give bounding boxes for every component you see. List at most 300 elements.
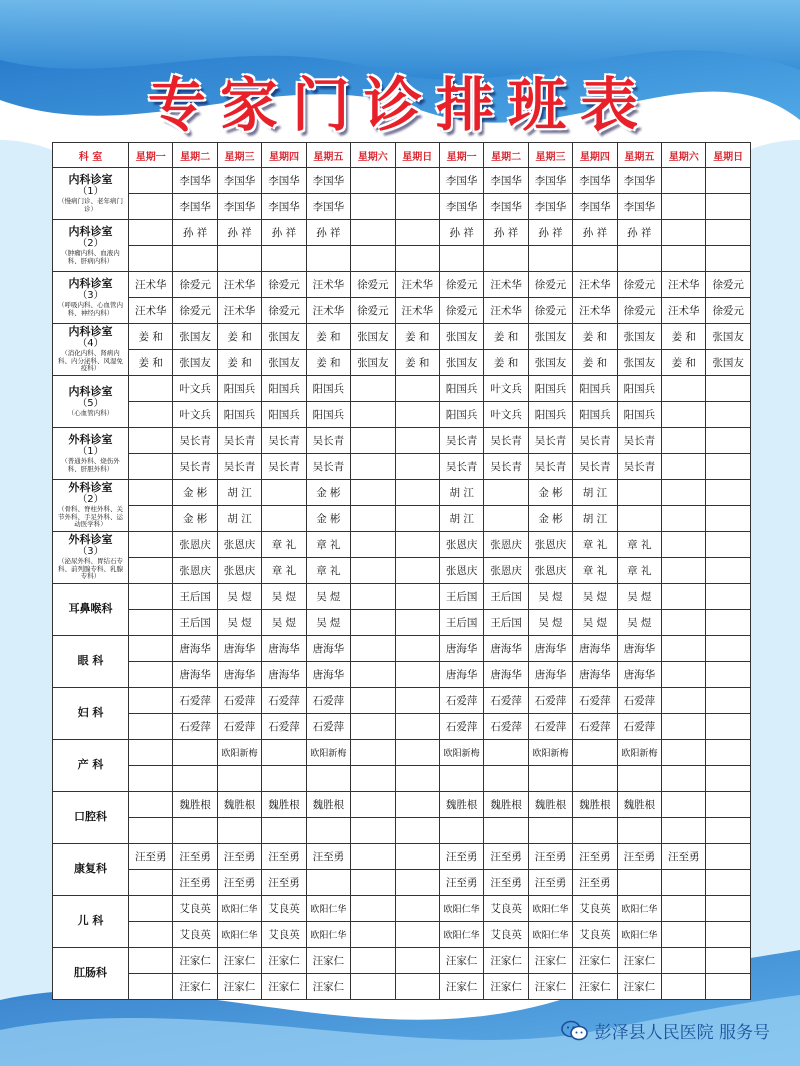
department-name: 外科诊室: [68, 432, 113, 446]
doctor-cell: [706, 870, 750, 896]
doctor-cell: 石爱萍: [439, 688, 483, 714]
doctor-cell: 欧阳仁华: [528, 896, 572, 922]
doctor-cell: 徐爱元: [617, 272, 661, 298]
doctor-cell: [395, 428, 439, 454]
doctor-cell: [706, 922, 750, 948]
doctor-cell: [217, 818, 261, 844]
doctor-cell: 艾良英: [173, 922, 217, 948]
department-number: （3）: [77, 290, 104, 302]
doctor-cell: [484, 818, 528, 844]
doctor-cell: 汪术华: [217, 272, 261, 298]
doctor-cell: 徐爱元: [351, 298, 395, 324]
doctor-cell: 欧阳新梅: [528, 740, 572, 766]
doctor-cell: 金 彬: [306, 480, 350, 506]
department-cell: [53, 636, 129, 688]
doctor-cell: 李国华: [439, 168, 483, 194]
doctor-cell: 李国华: [617, 194, 661, 220]
doctor-cell: [351, 974, 395, 1000]
doctor-cell: 章 礼: [262, 532, 306, 558]
doctor-cell: 艾良英: [262, 922, 306, 948]
doctor-cell: 张恩庆: [439, 532, 483, 558]
doctor-cell: [129, 610, 173, 636]
doctor-cell: 吴 煜: [617, 610, 661, 636]
doctor-cell: 李国华: [528, 168, 572, 194]
doctor-cell: 姜 和: [573, 324, 617, 350]
doctor-cell: 唐海华: [439, 662, 483, 688]
header-day: 星期六: [662, 143, 706, 168]
doctor-cell: 魏胜根: [439, 792, 483, 818]
doctor-cell: 汪家仁: [617, 948, 661, 974]
doctor-cell: [129, 896, 173, 922]
doctor-cell: 张国友: [439, 324, 483, 350]
table-row: [53, 480, 751, 506]
doctor-cell: 张国友: [439, 350, 483, 376]
doctor-cell: 汪家仁: [528, 974, 572, 1000]
doctor-cell: 吴长青: [173, 454, 217, 480]
doctor-cell: 欧阳仁华: [617, 922, 661, 948]
doctor-cell: 金 彬: [173, 480, 217, 506]
doctor-cell: 唐海华: [306, 636, 350, 662]
doctor-cell: [706, 220, 750, 246]
doctor-cell: 阳国兵: [528, 376, 572, 402]
doctor-cell: 汪至勇: [262, 844, 306, 870]
department-name: 眼 科: [77, 654, 104, 668]
doctor-cell: 张国友: [617, 350, 661, 376]
department-cell: [53, 168, 129, 220]
doctor-cell: 徐爱元: [706, 298, 750, 324]
doctor-cell: 徐爱元: [528, 272, 572, 298]
doctor-cell: [351, 402, 395, 428]
doctor-cell: [662, 922, 706, 948]
doctor-cell: [662, 896, 706, 922]
header-day: 星期三: [528, 143, 572, 168]
doctor-cell: 汪至勇: [262, 870, 306, 896]
doctor-cell: [351, 532, 395, 558]
doctor-cell: 张国友: [262, 324, 306, 350]
doctor-cell: [351, 428, 395, 454]
doctor-cell: 李国华: [173, 194, 217, 220]
doctor-cell: 李国华: [573, 194, 617, 220]
doctor-cell: 欧阳仁华: [617, 896, 661, 922]
doctor-cell: 魏胜根: [173, 792, 217, 818]
doctor-cell: 姜 和: [395, 324, 439, 350]
department-number: （5）: [77, 398, 104, 410]
doctor-cell: [706, 584, 750, 610]
doctor-cell: [395, 168, 439, 194]
doctor-cell: 李国华: [528, 194, 572, 220]
doctor-cell: 汪至勇: [617, 844, 661, 870]
header-row: [53, 143, 751, 168]
doctor-cell: 石爱萍: [617, 714, 661, 740]
doctor-cell: [217, 246, 261, 272]
doctor-cell: 孙 祥: [617, 220, 661, 246]
doctor-cell: 阳国兵: [573, 402, 617, 428]
doctor-cell: 张国友: [262, 350, 306, 376]
doctor-cell: [662, 662, 706, 688]
doctor-cell: [395, 766, 439, 792]
header-day: 星期五: [617, 143, 661, 168]
department-name: 内科诊室: [68, 172, 113, 186]
department-subtitle: （呼吸内科、心血管内科、神经内科）: [58, 300, 123, 317]
doctor-cell: 阳国兵: [573, 376, 617, 402]
doctor-cell: [662, 428, 706, 454]
doctor-cell: [706, 558, 750, 584]
doctor-cell: 石爱萍: [484, 688, 528, 714]
doctor-cell: 吴 煜: [528, 610, 572, 636]
doctor-cell: [351, 246, 395, 272]
doctor-cell: 吴长青: [573, 428, 617, 454]
doctor-cell: 姜 和: [129, 324, 173, 350]
doctor-cell: [395, 480, 439, 506]
header-day: 星期六: [351, 143, 395, 168]
doctor-cell: [439, 246, 483, 272]
doctor-cell: 唐海华: [217, 662, 261, 688]
header-day: 星期二: [484, 143, 528, 168]
doctor-cell: [662, 454, 706, 480]
department-name: 内科诊室: [68, 276, 113, 290]
doctor-cell: [173, 246, 217, 272]
table-row: [53, 792, 751, 818]
doctor-cell: 吴 煜: [262, 584, 306, 610]
doctor-cell: [662, 584, 706, 610]
doctor-cell: 姜 和: [129, 350, 173, 376]
doctor-cell: 李国华: [484, 168, 528, 194]
department-name: 内科诊室: [68, 324, 113, 338]
table-row: [53, 662, 751, 688]
doctor-cell: 徐爱元: [439, 298, 483, 324]
doctor-cell: 孙 祥: [439, 220, 483, 246]
doctor-cell: [173, 740, 217, 766]
doctor-cell: [573, 740, 617, 766]
doctor-cell: 汪至勇: [173, 844, 217, 870]
table-row: [53, 610, 751, 636]
doctor-cell: 阳国兵: [439, 376, 483, 402]
doctor-cell: [351, 714, 395, 740]
doctor-cell: 李国华: [217, 168, 261, 194]
doctor-cell: 张国友: [528, 350, 572, 376]
doctor-cell: 汪家仁: [306, 974, 350, 1000]
department-cell: [53, 740, 129, 792]
doctor-cell: 阳国兵: [617, 402, 661, 428]
doctor-cell: 张国友: [706, 350, 750, 376]
doctor-cell: [706, 454, 750, 480]
doctor-cell: 汪至勇: [528, 844, 572, 870]
doctor-cell: 徐爱元: [173, 298, 217, 324]
doctor-cell: 吴长青: [306, 454, 350, 480]
doctor-cell: 王后国: [173, 610, 217, 636]
doctor-cell: [129, 740, 173, 766]
doctor-cell: 李国华: [617, 168, 661, 194]
department-cell: [53, 844, 129, 896]
department-cell: [53, 532, 129, 584]
doctor-cell: [662, 714, 706, 740]
doctor-cell: 姜 和: [217, 324, 261, 350]
doctor-cell: 张恩庆: [217, 532, 261, 558]
doctor-cell: 汪术华: [484, 272, 528, 298]
doctor-cell: 石爱萍: [573, 714, 617, 740]
doctor-cell: 吴长青: [528, 454, 572, 480]
doctor-cell: 姜 和: [662, 324, 706, 350]
table-row: [53, 636, 751, 662]
doctor-cell: 汪家仁: [439, 948, 483, 974]
doctor-cell: [484, 480, 528, 506]
doctor-cell: [662, 740, 706, 766]
page-title: 专家门诊排班表: [147, 71, 652, 139]
doctor-cell: [395, 870, 439, 896]
doctor-cell: 姜 和: [484, 324, 528, 350]
department-cell: [53, 688, 129, 740]
doctor-cell: [395, 740, 439, 766]
doctor-cell: 唐海华: [617, 662, 661, 688]
doctor-cell: [351, 220, 395, 246]
doctor-cell: 吴长青: [439, 428, 483, 454]
doctor-cell: 叶文兵: [173, 402, 217, 428]
doctor-cell: [617, 480, 661, 506]
doctor-cell: 姜 和: [395, 350, 439, 376]
doctor-cell: 唐海华: [262, 662, 306, 688]
table-row: [53, 558, 751, 584]
doctor-cell: [662, 766, 706, 792]
doctor-cell: 吴长青: [217, 428, 261, 454]
doctor-cell: 章 礼: [262, 558, 306, 584]
doctor-cell: 汪家仁: [573, 948, 617, 974]
doctor-cell: 李国华: [262, 168, 306, 194]
doctor-cell: 唐海华: [484, 662, 528, 688]
doctor-cell: 石爱萍: [528, 688, 572, 714]
doctor-cell: [395, 714, 439, 740]
doctor-cell: 徐爱元: [173, 272, 217, 298]
doctor-cell: [706, 428, 750, 454]
doctor-cell: 孙 祥: [528, 220, 572, 246]
doctor-cell: 魏胜根: [306, 792, 350, 818]
doctor-cell: 阳国兵: [306, 376, 350, 402]
doctor-cell: [395, 818, 439, 844]
doctor-cell: 胡 江: [217, 506, 261, 532]
doctor-cell: [706, 402, 750, 428]
doctor-cell: [351, 584, 395, 610]
doctor-cell: 阳国兵: [262, 376, 306, 402]
doctor-cell: 吴长青: [617, 428, 661, 454]
department-cell: [53, 480, 129, 532]
doctor-cell: [706, 688, 750, 714]
department-name: 外科诊室: [68, 532, 113, 546]
doctor-cell: [395, 610, 439, 636]
header-day: 星期四: [573, 143, 617, 168]
doctor-cell: 李国华: [217, 194, 261, 220]
doctor-cell: [662, 688, 706, 714]
doctor-cell: [617, 870, 661, 896]
doctor-cell: 石爱萍: [573, 688, 617, 714]
table-row: [53, 220, 751, 246]
doctor-cell: [351, 662, 395, 688]
header-day: 星期四: [262, 143, 306, 168]
doctor-cell: 张恩庆: [528, 558, 572, 584]
doctor-cell: 孙 祥: [217, 220, 261, 246]
doctor-cell: 徐爱元: [262, 298, 306, 324]
doctor-cell: 阳国兵: [262, 402, 306, 428]
table-row: [53, 246, 751, 272]
doctor-cell: [662, 818, 706, 844]
department-subtitle: （肿瘤内科、血液内科、肝病内科）: [61, 248, 120, 265]
doctor-cell: 汪家仁: [173, 948, 217, 974]
department-subtitle: （普通外科、烧伤外科、肝胆外科）: [61, 456, 120, 473]
doctor-cell: 吴长青: [528, 428, 572, 454]
doctor-cell: [262, 246, 306, 272]
doctor-cell: 章 礼: [306, 532, 350, 558]
doctor-cell: 李国华: [573, 168, 617, 194]
doctor-cell: [706, 974, 750, 1000]
doctor-cell: [351, 558, 395, 584]
doctor-cell: [662, 532, 706, 558]
doctor-cell: [662, 610, 706, 636]
doctor-cell: 张恩庆: [484, 532, 528, 558]
doctor-cell: 魏胜根: [262, 792, 306, 818]
doctor-cell: 汪至勇: [662, 844, 706, 870]
header-day: 星期三: [217, 143, 261, 168]
doctor-cell: 汪至勇: [173, 870, 217, 896]
doctor-cell: [706, 818, 750, 844]
header-day: 星期五: [306, 143, 350, 168]
doctor-cell: 张国友: [173, 324, 217, 350]
doctor-cell: 张恩庆: [484, 558, 528, 584]
doctor-cell: [573, 818, 617, 844]
doctor-cell: 汪至勇: [484, 870, 528, 896]
table-row: [53, 350, 751, 376]
doctor-cell: 汪家仁: [439, 974, 483, 1000]
doctor-cell: 张恩庆: [528, 532, 572, 558]
doctor-cell: [395, 948, 439, 974]
doctor-cell: [484, 766, 528, 792]
doctor-cell: [129, 480, 173, 506]
table-row: [53, 714, 751, 740]
doctor-cell: 阳国兵: [528, 402, 572, 428]
doctor-cell: [662, 558, 706, 584]
doctor-cell: [395, 844, 439, 870]
doctor-cell: [706, 246, 750, 272]
doctor-cell: [173, 818, 217, 844]
doctor-cell: 欧阳仁华: [528, 922, 572, 948]
doctor-cell: [262, 766, 306, 792]
department-cell: [53, 792, 129, 844]
doctor-cell: [706, 896, 750, 922]
doctor-cell: 唐海华: [173, 662, 217, 688]
doctor-cell: 阳国兵: [217, 376, 261, 402]
doctor-cell: [706, 766, 750, 792]
doctor-cell: 唐海华: [528, 662, 572, 688]
doctor-cell: [262, 740, 306, 766]
doctor-cell: 吴 煜: [617, 584, 661, 610]
doctor-cell: [662, 974, 706, 1000]
doctor-cell: [706, 662, 750, 688]
doctor-cell: [351, 194, 395, 220]
doctor-cell: 唐海华: [173, 636, 217, 662]
doctor-cell: [351, 792, 395, 818]
doctor-cell: [528, 246, 572, 272]
doctor-cell: 石爱萍: [306, 688, 350, 714]
doctor-cell: [395, 896, 439, 922]
doctor-cell: 艾良英: [573, 896, 617, 922]
doctor-cell: 李国华: [306, 168, 350, 194]
doctor-cell: [351, 766, 395, 792]
department-number: （2）: [77, 238, 104, 250]
doctor-cell: [662, 792, 706, 818]
doctor-cell: [306, 818, 350, 844]
doctor-cell: 胡 江: [217, 480, 261, 506]
doctor-cell: 汪术华: [662, 298, 706, 324]
doctor-cell: 魏胜根: [528, 792, 572, 818]
doctor-cell: [129, 454, 173, 480]
doctor-cell: 姜 和: [573, 350, 617, 376]
doctor-cell: [351, 922, 395, 948]
doctor-cell: [129, 792, 173, 818]
doctor-cell: [706, 376, 750, 402]
doctor-cell: [129, 558, 173, 584]
doctor-cell: [351, 376, 395, 402]
doctor-cell: 艾良英: [262, 896, 306, 922]
header-day: 星期日: [395, 143, 439, 168]
doctor-cell: 阳国兵: [617, 376, 661, 402]
doctor-cell: [706, 610, 750, 636]
schedule-table: [52, 142, 751, 1000]
doctor-cell: 欧阳新梅: [217, 740, 261, 766]
doctor-cell: [217, 766, 261, 792]
doctor-cell: 吴长青: [217, 454, 261, 480]
doctor-cell: 魏胜根: [573, 792, 617, 818]
doctor-cell: [706, 714, 750, 740]
doctor-cell: 石爱萍: [528, 714, 572, 740]
doctor-cell: [129, 220, 173, 246]
doctor-cell: [706, 948, 750, 974]
doctor-cell: 徐爱元: [351, 272, 395, 298]
doctor-cell: 魏胜根: [217, 792, 261, 818]
doctor-cell: [662, 948, 706, 974]
doctor-cell: [706, 844, 750, 870]
doctor-cell: [173, 766, 217, 792]
doctor-cell: [706, 194, 750, 220]
doctor-cell: 汪至勇: [573, 844, 617, 870]
doctor-cell: [484, 506, 528, 532]
header-day: 星期二: [173, 143, 217, 168]
table-row: [53, 532, 751, 558]
doctor-cell: [395, 220, 439, 246]
doctor-cell: 欧阳新梅: [439, 740, 483, 766]
table-row: [53, 454, 751, 480]
doctor-cell: 艾良英: [573, 922, 617, 948]
doctor-cell: [395, 636, 439, 662]
doctor-cell: [129, 688, 173, 714]
table-row: [53, 818, 751, 844]
department-name: 内科诊室: [68, 224, 113, 238]
doctor-cell: 吴 煜: [573, 584, 617, 610]
doctor-cell: 金 彬: [306, 506, 350, 532]
doctor-cell: 欧阳仁华: [306, 896, 350, 922]
doctor-cell: 唐海华: [573, 662, 617, 688]
doctor-cell: [129, 376, 173, 402]
doctor-cell: 叶文兵: [484, 402, 528, 428]
doctor-cell: [351, 948, 395, 974]
doctor-cell: 汪术华: [306, 298, 350, 324]
doctor-cell: 徐爱元: [439, 272, 483, 298]
doctor-cell: [395, 402, 439, 428]
doctor-cell: 阳国兵: [306, 402, 350, 428]
department-subtitle: （泌尿外科、胃结石专科、前列腺专科、乳腺专科）: [58, 556, 123, 581]
doctor-cell: [395, 584, 439, 610]
table-row: [53, 948, 751, 974]
doctor-cell: [351, 480, 395, 506]
doctor-cell: 石爱萍: [173, 714, 217, 740]
doctor-cell: 汪术华: [129, 272, 173, 298]
doctor-cell: 汪至勇: [306, 844, 350, 870]
